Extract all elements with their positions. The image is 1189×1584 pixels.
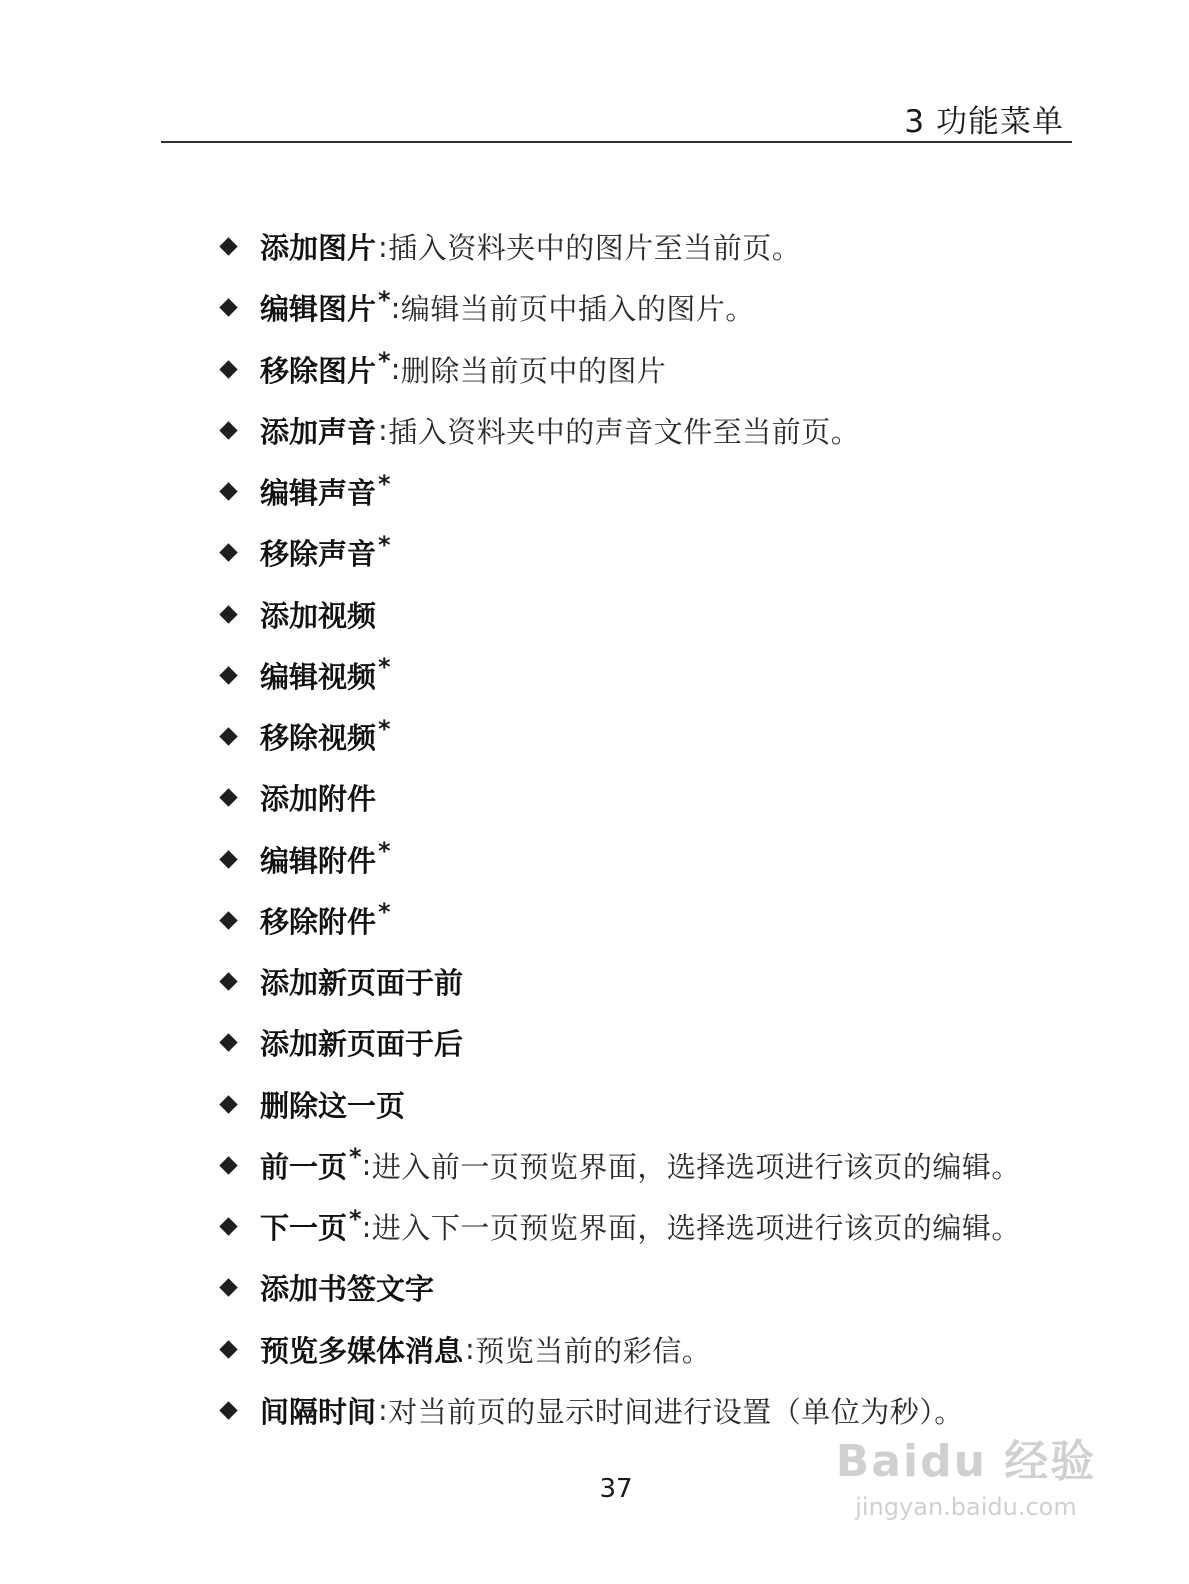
- diamond-bullet-icon: [219, 1401, 237, 1419]
- baidu-jingyan-watermark: [831, 1425, 1101, 1525]
- menu-term: 删除这一页: [260, 1088, 406, 1123]
- diamond-bullet-icon: [219, 1034, 237, 1052]
- list-item: [218, 890, 1021, 951]
- diamond-bullet-icon: [219, 972, 237, 990]
- list-item: [218, 1319, 1021, 1380]
- menu-term: 编辑图片: [260, 292, 377, 327]
- diamond-bullet-icon: [219, 237, 237, 255]
- list-item: [218, 1257, 1021, 1318]
- menu-separator: :: [390, 290, 401, 325]
- menu-term: 编辑附件: [260, 843, 377, 878]
- list-item: [218, 645, 1021, 706]
- asterisk-mark: *: [378, 469, 391, 498]
- menu-term: 间隔时间: [260, 1394, 377, 1429]
- diamond-bullet-icon: [219, 666, 237, 684]
- diamond-bullet-icon: [219, 789, 237, 807]
- menu-term: 添加书签文字: [260, 1272, 435, 1307]
- menu-separator: :: [361, 1209, 372, 1244]
- diamond-bullet-icon: [219, 299, 237, 317]
- page-number: 37: [599, 1474, 633, 1504]
- menu-description: 预览当前的彩信。: [475, 1333, 712, 1368]
- menu-term: 编辑视频: [260, 659, 377, 694]
- diamond-bullet-icon: [219, 1095, 237, 1113]
- list-item: [218, 1012, 1021, 1073]
- diamond-bullet-icon: [219, 911, 237, 929]
- menu-separator: :: [361, 1148, 372, 1183]
- watermark-logo: Baidu 经验: [835, 1436, 1097, 1487]
- list-item: [218, 339, 1021, 400]
- menu-term: 下一页: [260, 1211, 348, 1246]
- list-item: [218, 216, 1021, 277]
- menu-description: 插入资料夹中的图片至当前页。: [388, 231, 802, 266]
- asterisk-mark: *: [378, 898, 391, 927]
- diamond-bullet-icon: [219, 727, 237, 745]
- asterisk-mark: *: [378, 530, 391, 559]
- diamond-bullet-icon: [219, 1279, 237, 1297]
- diamond-bullet-icon: [219, 421, 237, 439]
- menu-term: 添加新页面于后: [260, 1027, 464, 1062]
- diamond-bullet-icon: [219, 482, 237, 500]
- menu-term: 移除图片: [260, 353, 377, 388]
- list-item: [218, 1074, 1021, 1135]
- menu-term: 添加图片: [260, 231, 377, 266]
- menu-separator: :: [390, 352, 401, 387]
- list-item: [218, 951, 1021, 1012]
- menu-term: 预览多媒体消息: [260, 1333, 464, 1368]
- chapter-title: 3 功能菜单: [904, 104, 1064, 140]
- asterisk-mark: *: [378, 837, 391, 866]
- menu-description: 编辑当前页中插入的图片。: [400, 292, 755, 327]
- diamond-bullet-icon: [219, 1217, 237, 1235]
- list-item: [218, 767, 1021, 828]
- menu-separator: :: [378, 229, 389, 264]
- diamond-bullet-icon: [219, 850, 237, 868]
- list-item: [218, 706, 1021, 767]
- menu-description: 进入下一页预览界面，选择选项进行该页的编辑。: [371, 1211, 1021, 1246]
- list-item: [218, 584, 1021, 645]
- menu-description: 插入资料夹中的声音文件至当前页。: [388, 414, 861, 449]
- menu-term: 添加声音: [260, 414, 377, 449]
- header-divider: [161, 141, 1072, 143]
- diamond-bullet-icon: [219, 360, 237, 378]
- menu-description: 删除当前页中的图片: [400, 353, 667, 388]
- asterisk-mark: *: [349, 1143, 362, 1172]
- list-item: [218, 461, 1021, 522]
- asterisk-mark: *: [349, 1204, 362, 1233]
- function-menu-list: [218, 216, 1021, 1441]
- menu-separator: :: [378, 1393, 389, 1428]
- diamond-bullet-icon: [219, 544, 237, 562]
- diamond-bullet-icon: [219, 605, 237, 623]
- diamond-bullet-icon: [219, 1340, 237, 1358]
- diamond-bullet-icon: [219, 1156, 237, 1174]
- list-item: [218, 829, 1021, 890]
- menu-description: 进入前一页预览界面，选择选项进行该页的编辑。: [371, 1149, 1021, 1184]
- menu-description: 对当前页的显示时间进行设置（单位为秒）。: [388, 1394, 964, 1429]
- menu-term: 添加新页面于前: [260, 966, 464, 1001]
- list-item: [218, 1135, 1021, 1196]
- menu-term: 移除附件: [260, 904, 377, 939]
- menu-term: 移除视频: [260, 721, 377, 756]
- list-item: [218, 522, 1021, 583]
- asterisk-mark: *: [378, 714, 391, 743]
- menu-term: 前一页: [260, 1149, 348, 1184]
- menu-separator: :: [465, 1332, 476, 1367]
- asterisk-mark: *: [378, 653, 391, 682]
- watermark-url: jingyan.baidu.com: [855, 1493, 1077, 1521]
- list-item: [218, 1196, 1021, 1257]
- menu-term: 添加附件: [260, 782, 377, 817]
- menu-term: 移除声音: [260, 537, 377, 572]
- list-item: [218, 400, 1021, 461]
- menu-term: 添加视频: [260, 598, 377, 633]
- menu-separator: :: [378, 413, 389, 448]
- asterisk-mark: *: [378, 347, 391, 376]
- list-item: [218, 277, 1021, 338]
- asterisk-mark: *: [378, 285, 391, 314]
- menu-term: 编辑声音: [260, 476, 377, 511]
